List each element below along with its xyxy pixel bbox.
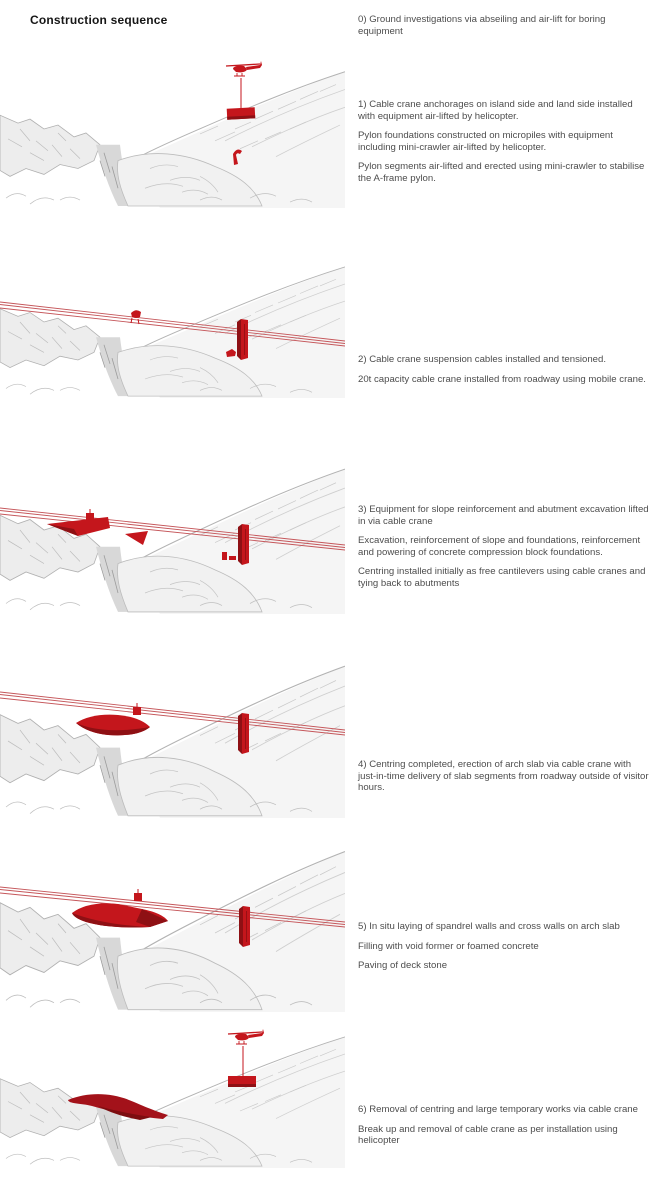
step-paragraph: Pylon foundations constructed on micropiles with equipment including mini-crawler air-lifted by helicopter. (358, 130, 613, 153)
step-paragraph: 0) Ground investigations via abseiling and air-lift for boring equipment (358, 14, 606, 37)
step-paragraph: Filling with void former or foamed concrete (358, 940, 539, 952)
terrain-sketch (0, 666, 345, 818)
a-frame-pylon (238, 713, 249, 754)
sketch-panel-stage5 (0, 1016, 345, 1168)
slung-load (227, 107, 256, 119)
step-text-6 (358, 1104, 650, 1155)
a-frame-pylon (238, 524, 249, 565)
cable-trolley (134, 889, 142, 901)
step-text-2 (358, 354, 650, 393)
step-text-1 (358, 99, 650, 192)
step-text-0 (358, 14, 650, 45)
step-paragraph: Centring installed initially as free cantilevers using cable cranes and tying back to abutments (358, 566, 646, 589)
step-paragraph: Paving of deck stone (358, 960, 448, 971)
sketch-panel-stage2 (0, 446, 345, 614)
step-paragraph: Excavation, reinforcement of slope and foundations, reinforcement and powering of concrete compression block foundations. (358, 535, 641, 558)
page-title: Construction sequence (30, 13, 168, 27)
step-paragraph: 6) Removal of centring and large temporary works via cable crane (358, 1104, 638, 1115)
centring-cantilever (76, 715, 150, 736)
sketch-panel-stage0 (0, 50, 345, 208)
step-text-5 (358, 921, 650, 980)
mini-crawler (131, 310, 141, 324)
step-text-3 (358, 504, 650, 597)
terrain-sketch (0, 72, 345, 208)
step-paragraph: 20t capacity cable crane installed from roadway using mobile crane. (358, 373, 646, 385)
step-paragraph: 2) Cable crane suspension cables installed and tensioned. (358, 354, 606, 365)
sketch-panel-stage3 (0, 642, 345, 818)
step-text-4 (358, 759, 650, 802)
step-paragraph: Break up and removal of cable crane as per installation using helicopter (358, 1123, 618, 1146)
helicopter-icon (228, 1029, 264, 1044)
sketch-panel-stage1 (0, 246, 345, 398)
helicopter-icon (226, 61, 262, 76)
step-paragraph: 3) Equipment for slope reinforcement and abutment excavation lifted in via cable crane (358, 504, 649, 527)
step-paragraph: 4) Centring completed, erection of arch slab via cable crane with just-in-time delivery of slab segments from roadway outside of visitor hours. (358, 759, 649, 793)
step-paragraph: Pylon segments air-lifted and erected using mini-crawler to stabilise the A-frame pylon. (358, 161, 645, 184)
cable-trolley (133, 703, 141, 715)
a-frame-pylon (237, 319, 248, 360)
terrain-sketch (0, 1037, 345, 1168)
a-frame-pylon (239, 906, 250, 947)
terrain-sketch (0, 267, 345, 398)
sketch-panel-stage4 (0, 826, 345, 1012)
slung-load (228, 1076, 256, 1087)
step-paragraph: 1) Cable crane anchorages on island side and land side installed with equipment air-lifted by helicopter. (358, 99, 633, 122)
step-paragraph: 5) In situ laying of spandrel walls and cross walls on arch slab (358, 921, 620, 932)
terrain-sketch (0, 852, 345, 1012)
